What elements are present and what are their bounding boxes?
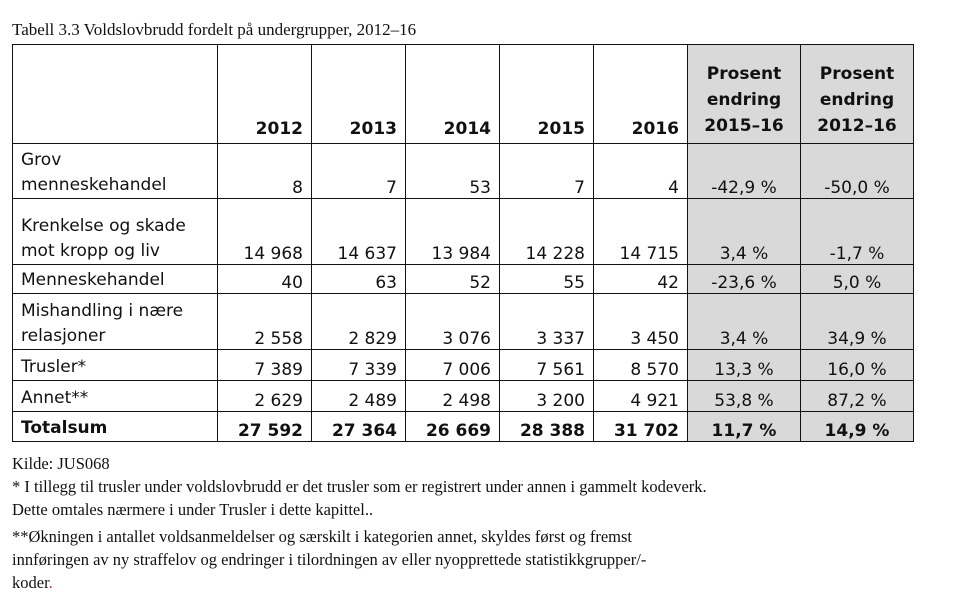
header-row xyxy=(13,45,914,144)
row-label xyxy=(13,381,218,412)
value-cell: 14 228 xyxy=(500,199,594,265)
row-label xyxy=(13,350,218,381)
footnote-2-last-word: koder xyxy=(12,573,49,592)
value-cell: 3 200 xyxy=(500,381,594,412)
label-line: Grov xyxy=(21,150,62,170)
value-cell: 7 xyxy=(500,144,594,199)
year-header: 2014 xyxy=(406,45,500,144)
label-line: Krenkelse og skade xyxy=(21,216,186,236)
value-cell: 14 715 xyxy=(594,199,688,265)
value-cell: 3 450 xyxy=(594,294,688,350)
pct-cell: 87,2 % xyxy=(801,381,914,412)
label-line: Trusler* xyxy=(21,357,87,377)
header-line: endring xyxy=(819,90,895,110)
value-cell: 7 006 xyxy=(406,350,500,381)
table-row xyxy=(13,199,914,265)
footnote-2-end-dot: . xyxy=(48,573,53,592)
total-label: Totalsum xyxy=(13,412,218,442)
value-cell: 63 xyxy=(312,265,406,294)
label-line: mot kropp og liv xyxy=(21,241,160,261)
value-cell: 4 921 xyxy=(594,381,688,412)
header-line: Prosent xyxy=(819,64,895,84)
total-value-cell: 27 364 xyxy=(312,412,406,442)
total-pct-cell: 11,7 % xyxy=(688,412,801,442)
header-line: 2015–16 xyxy=(704,116,784,136)
pct-cell: -23,6 % xyxy=(688,265,801,294)
pct-cell: 34,9 % xyxy=(801,294,914,350)
pct-cell: 3,4 % xyxy=(688,199,801,265)
label-line: relasjoner xyxy=(21,326,106,346)
value-cell: 2 489 xyxy=(312,381,406,412)
footnote-2-line-3 xyxy=(12,571,912,594)
value-cell: 8 570 xyxy=(594,350,688,381)
value-cell: 7 561 xyxy=(500,350,594,381)
pct-cell: 53,8 % xyxy=(688,381,801,412)
header-blank-cell xyxy=(13,45,218,144)
table-footer xyxy=(12,452,912,594)
label-line: Menneskehandel xyxy=(21,270,165,290)
year-header: 2016 xyxy=(594,45,688,144)
pct-change-2012-16-header xyxy=(801,45,914,144)
value-cell: 40 xyxy=(218,265,312,294)
source-note: Kilde: JUS068 xyxy=(12,454,110,473)
table-row xyxy=(13,381,914,412)
table-row xyxy=(13,294,914,350)
table-row xyxy=(13,350,914,381)
footnote-1-line-1: * I tillegg til trusler under voldslovbrudd er det trusler som er registrert under annen i gammelt kodeverk. xyxy=(12,477,707,496)
value-cell: 2 558 xyxy=(218,294,312,350)
header-line: endring xyxy=(706,90,782,110)
violence-offences-table xyxy=(12,44,914,442)
header-line: Prosent xyxy=(706,64,782,84)
value-cell: 7 xyxy=(312,144,406,199)
total-value-cell: 28 388 xyxy=(500,412,594,442)
footnote-1-line-2: Dette omtales nærmere i under Trusler i dette kapittel.. xyxy=(12,500,374,519)
label-line: menneskehandel xyxy=(21,175,167,195)
row-label xyxy=(13,294,218,350)
total-value-cell: 26 669 xyxy=(406,412,500,442)
value-cell: 42 xyxy=(594,265,688,294)
pct-change-2015-16-header xyxy=(688,45,801,144)
year-header: 2015 xyxy=(500,45,594,144)
total-value-cell: 27 592 xyxy=(218,412,312,442)
pct-cell: 3,4 % xyxy=(688,294,801,350)
value-cell: 52 xyxy=(406,265,500,294)
row-label xyxy=(13,144,218,199)
footnote-2-line-2: innføringen av ny straffelov og endringer i tilordningen av eller nyopprettede statistikkgrupper/- xyxy=(12,550,647,569)
pct-cell: 16,0 % xyxy=(801,350,914,381)
pct-cell: -50,0 % xyxy=(801,144,914,199)
table-caption: Tabell 3.3 Voldslovbrudd fordelt på undergrupper, 2012–16 xyxy=(12,20,417,39)
value-cell: 3 337 xyxy=(500,294,594,350)
value-cell: 14 968 xyxy=(218,199,312,265)
total-pct-cell: 14,9 % xyxy=(801,412,914,442)
value-cell: 2 629 xyxy=(218,381,312,412)
label-line: Mishandling i nære xyxy=(21,301,184,321)
table-row xyxy=(13,265,914,294)
total-row xyxy=(13,412,914,442)
value-cell: 14 637 xyxy=(312,199,406,265)
value-cell: 4 xyxy=(594,144,688,199)
row-label xyxy=(13,265,218,294)
value-cell: 13 984 xyxy=(406,199,500,265)
value-cell: 7 389 xyxy=(218,350,312,381)
value-cell: 3 076 xyxy=(406,294,500,350)
label-line: Annet** xyxy=(21,388,89,408)
row-label xyxy=(13,199,218,265)
table-row xyxy=(13,144,914,199)
value-cell: 2 498 xyxy=(406,381,500,412)
year-header: 2012 xyxy=(218,45,312,144)
value-cell: 2 829 xyxy=(312,294,406,350)
footnote-2-line-1: **Økningen i antallet voldsanmeldelser og særskilt i kategorien annet, skyldes først og fremst xyxy=(12,527,632,546)
pct-cell: -1,7 % xyxy=(801,199,914,265)
value-cell: 7 339 xyxy=(312,350,406,381)
pct-cell: -42,9 % xyxy=(688,144,801,199)
value-cell: 8 xyxy=(218,144,312,199)
pct-cell: 13,3 % xyxy=(688,350,801,381)
value-cell: 53 xyxy=(406,144,500,199)
total-value-cell: 31 702 xyxy=(594,412,688,442)
pct-cell: 5,0 % xyxy=(801,265,914,294)
year-header: 2013 xyxy=(312,45,406,144)
value-cell: 55 xyxy=(500,265,594,294)
header-line: 2012–16 xyxy=(817,116,897,136)
